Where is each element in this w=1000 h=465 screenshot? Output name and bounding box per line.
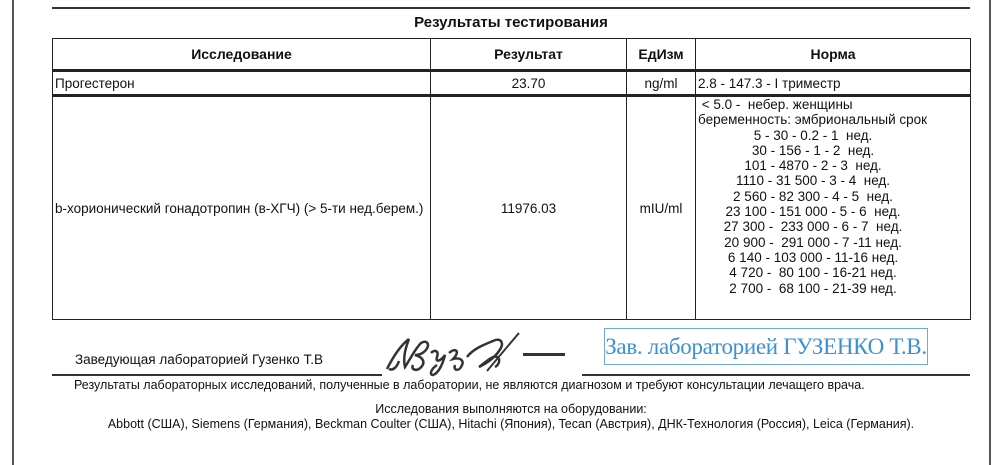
signatory-label: Заведующая лабораторией Гузенко Т.В: [75, 352, 324, 367]
signature-rule-right: [582, 374, 970, 376]
norm-line: 1110 - 31 500 - 3 - 4 нед.: [735, 173, 891, 189]
norm-line: < 5.0 - небер. женщины: [698, 97, 853, 112]
header-test: Исследование: [53, 39, 431, 71]
top-divider: [52, 7, 970, 9]
section-title: Результаты тестирования: [414, 14, 608, 31]
norm-line: 20 900 - 291 000 - 7 -11 нед.: [724, 234, 902, 250]
test-name: b-хорионический гонадотропин (в-ХГЧ) (> 5-ти нед.берем.): [53, 96, 431, 320]
page-border-left: [12, 0, 14, 465]
header-norm: Норма: [696, 39, 971, 71]
table-row: [53, 96, 971, 320]
test-unit: ng/ml: [627, 71, 696, 96]
norm-line: 23 100 - 151 000 - 5 - 6 нед.: [725, 204, 901, 220]
norm-line: 4 720 - 80 100 - 16-21 нед.: [729, 265, 897, 281]
norm-line: 30 - 156 - 1 - 2 нед.: [751, 142, 875, 158]
test-result: 23.70: [431, 71, 627, 96]
header-unit: ЕдИзм: [627, 39, 696, 71]
lab-head-stamp: Зав. лабораторией ГУЗЕНКО Т.В.: [604, 328, 928, 365]
table-header-row: [53, 39, 971, 71]
table-row: [53, 71, 971, 96]
header-result: Результат: [431, 39, 627, 71]
norm-line: 101 - 4870 - 2 - 3 нед.: [744, 158, 882, 174]
equipment-title: Исследования выполняются на оборудовании:: [375, 402, 647, 416]
signature-rule-left: [52, 374, 382, 376]
equipment-list: Abbott (США), Siemens (Германия), Beckman Coulter (США), Hitachi (Япония), Tecan (Австрия), ДНК-Технология (Россия), Leica (Германия).: [107, 417, 915, 431]
test-name: Прогестерон: [53, 71, 431, 96]
disclaimer-text: Результаты лабораторных исследований, полученные в лаборатории, не являются диагнозом и требуют консультации лечащего врача.: [74, 378, 865, 392]
test-unit: mIU/ml: [627, 96, 696, 320]
norm-line: 6 140 - 103 000 - 11-16 нед.: [727, 249, 899, 265]
handwritten-signature-icon: [375, 327, 575, 377]
norm-line: 5 - 30 - 0.2 - 1 нед.: [753, 127, 873, 143]
signature-dash: [523, 353, 565, 356]
page-border-right: [989, 0, 991, 465]
norm-line: 2 700 - 68 100 - 21-39 нед.: [729, 280, 897, 296]
results-table: [52, 38, 971, 320]
norm-line: 2 560 - 82 300 - 4 - 5 нед.: [733, 188, 893, 204]
test-norm: 2.8 - 147.3 - I триместр: [696, 71, 971, 96]
test-norm: [696, 96, 971, 320]
test-result: 11976.03: [431, 96, 627, 320]
norm-line: беременность: эмбриональный срок: [698, 112, 928, 128]
norm-line: 27 300 - 233 000 - 6 - 7 нед.: [723, 219, 903, 235]
